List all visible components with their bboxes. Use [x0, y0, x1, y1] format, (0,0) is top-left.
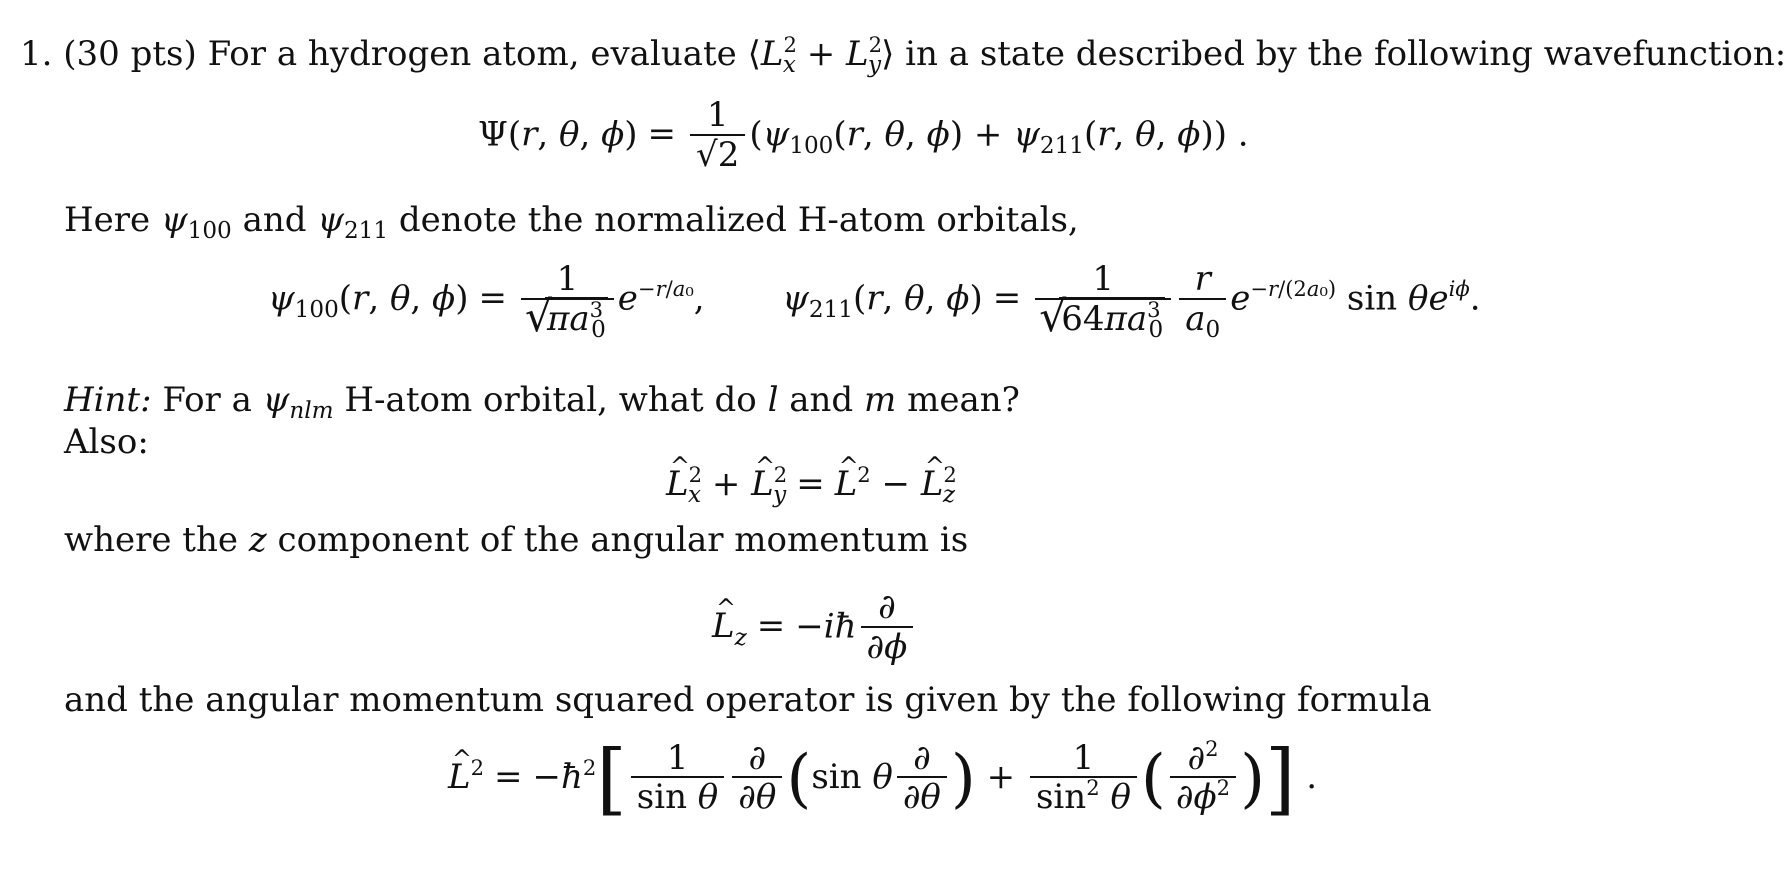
l-squared-identity: L ^$^2_x$ + L ^$^2_y$ = L ^$^2$ − L ^$^2_z$: [666, 464, 955, 508]
problem-points: (30 pts): [63, 34, 197, 74]
here-text: Here: [64, 200, 151, 240]
expectation-value-math: $⟨L^2_x$ + $L^2_y⟩$: [747, 31, 895, 79]
lz-operator-equation: L $\^{}_z$ = −iħ $\frac{\partial}{\partial\phi}$: [712, 590, 917, 667]
orbitals-description-line: Here $\psi_{100}$ and $\psi_{211}$ denote the normalized H-atom orbitals,: [64, 200, 1079, 245]
l-squared-operator-equation: L ^$^2$ = $-ħ^2$[ $\frac{1}{\text{sin θ}}$ $\frac{\partial}{\partial\theta}$ (sin θ $\frac{\partial}{\partial\theta}$ ) + $\frac{1}{\sin^2 \theta}$ ( $\frac{\partial^2}{\partial\phi^2}$ )] .: [448, 740, 1317, 818]
hint-text-2: H-atom orbital, what do: [344, 380, 757, 420]
problem-statement-line: [20, 31, 1786, 79]
and-line: [64, 680, 1432, 720]
problem-statement-continuation: in a state described by the following wavefunction:: [905, 34, 1786, 74]
hint-text-3: mean?: [907, 380, 1020, 420]
where-text-1: where the: [64, 520, 238, 560]
where-line: where the z component of the angular momentum is: [64, 520, 969, 560]
problem-intro-text: For a hydrogen atom, evaluate: [207, 34, 737, 74]
also-text: Also:: [64, 422, 149, 462]
also-line: [64, 422, 149, 462]
and-text: and the angular momentum squared operator is given by the following formula: [64, 680, 1432, 720]
orbitals-equation: $\psi_{100}(r$, θ, ϕ) = 1 √ $\pi a^3_0$ $e^{-r/a_0}$, $\psi_{211}(r$, θ, ϕ) = 1 √ $64\pi a^3_0$ $\frac{r}{a_0}$ $e^{-r/(2a_0)}$ $\sin \theta e^{i\phi}$.: [268, 262, 1481, 339]
wavefunction-equation: Ψ(r, θ, ϕ) = $\frac{1}{√2}$ ($\psi_{100}(r$, θ, $\phi) + \psi_{211}(r$, θ, ϕ)) .: [478, 95, 1249, 175]
hint-line: Hint: For a $\psi_{nlm}$ H-atom orbital, what do l and m mean?: [64, 380, 1020, 425]
where-text-2: component of the angular momentum is: [277, 520, 969, 560]
problem-number: 1.: [20, 34, 53, 74]
here-continuation-text: denote the normalized H-atom orbitals,: [398, 200, 1079, 240]
hint-label: Hint:: [64, 380, 152, 420]
here-and-text: and: [242, 200, 307, 240]
hint-and-text: and: [789, 380, 854, 420]
hint-text-1: For a: [162, 380, 252, 420]
